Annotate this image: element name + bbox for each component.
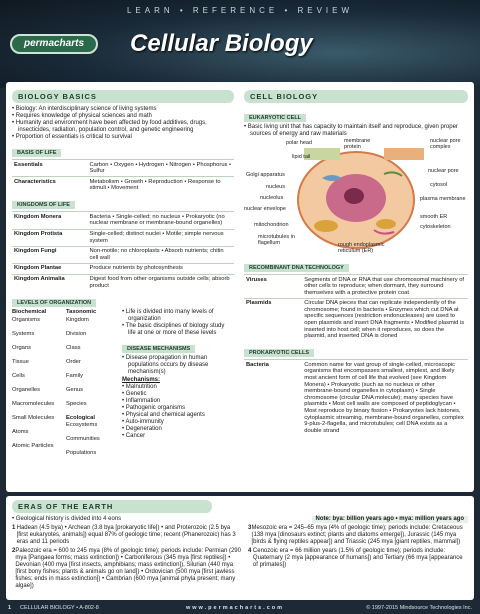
eras-left bbox=[12, 525, 242, 590]
header-banner bbox=[0, 0, 480, 88]
list-item: • The basic disciplines of biology study life at one or more of these levels bbox=[122, 323, 232, 337]
list-item: • Auto-immunity bbox=[122, 419, 232, 426]
list-item: • Geological history is divided into 4 eons bbox=[12, 516, 121, 523]
row-value: Digest food from other organisms outside cells; absorb product bbox=[87, 274, 234, 291]
list-item: • Inflammation bbox=[122, 398, 232, 405]
eukaryotic-cell-diagram bbox=[244, 138, 468, 256]
organization-notes bbox=[122, 309, 232, 337]
disease-list bbox=[122, 355, 232, 376]
row-key: Viruses bbox=[244, 275, 302, 299]
era-number: 4 bbox=[248, 548, 252, 554]
level-item: Division bbox=[66, 330, 87, 337]
label-smooth-er: smooth ER bbox=[420, 214, 448, 220]
label-nuclear-pore-complex: nuclear pore complex bbox=[430, 138, 461, 150]
level-item: Kingdom bbox=[66, 316, 89, 323]
biochemical-column bbox=[12, 309, 66, 464]
list-item: • Biology: An interdisciplinary science of living systems bbox=[12, 106, 234, 113]
kingdoms-title: KINGDOMS OF LIFE bbox=[12, 201, 75, 209]
level-item: Ecosystems bbox=[66, 421, 98, 428]
tagline: LEARN • REFERENCE • REVIEW bbox=[126, 6, 354, 15]
level-item: Organisms bbox=[12, 316, 41, 323]
level-item: Order bbox=[66, 358, 81, 365]
table-row bbox=[12, 160, 234, 177]
eras-columns bbox=[12, 525, 468, 590]
level-item: Genus bbox=[66, 386, 84, 393]
row-key: Kingdom Plantae bbox=[12, 263, 87, 274]
era-text: Hadean (4.5 bya) • Archean (3.8 bya [prokaryotic life]) • and Proterozoic (2.5 bya [first eukaryotes, animals]) equal 87% of geologic time; recent (Phanerozoic) has 3 eras and 11 periods bbox=[16, 525, 236, 545]
row-value: Non-motile; no chloroplasts • Absorb nutrients; chitin cell wall bbox=[87, 246, 234, 263]
organization-notes-col bbox=[120, 309, 232, 464]
list-item: • Pathogenic organisms bbox=[122, 405, 232, 412]
list-item: • Degeneration bbox=[122, 426, 232, 433]
page-title: Cellular Biology bbox=[130, 30, 313, 57]
table-row bbox=[244, 298, 468, 341]
row-key: Characteristics bbox=[12, 177, 87, 194]
taxonomic-column bbox=[66, 309, 120, 464]
row-key: Plasmids bbox=[244, 298, 302, 341]
era-number: 3 bbox=[248, 525, 252, 531]
table-row bbox=[12, 274, 234, 291]
row-value: Segments of DNA or RNA that use chromosomal machinery of other cells to reproduce; when dormant, they surround themselves with a protective protein coat bbox=[302, 275, 468, 299]
label-rough-er: rough endoplasmic reticulum (ER) bbox=[338, 242, 385, 254]
list-item: • Requires knowledge of physical sciences and math bbox=[12, 113, 234, 120]
row-key: Kingdom Monera bbox=[12, 212, 87, 229]
kingdoms-table bbox=[12, 211, 234, 290]
level-item: Organs bbox=[12, 344, 32, 351]
taxonomic-heading: Taxonomic bbox=[66, 308, 97, 315]
footer bbox=[0, 602, 480, 614]
level-item: Species bbox=[66, 400, 87, 407]
era-number: 1 bbox=[12, 525, 16, 531]
row-key: Bacteria bbox=[244, 360, 302, 436]
label-membrane-protein: membrane protein bbox=[344, 138, 371, 150]
eras-right bbox=[248, 525, 468, 590]
era-number: 2 bbox=[12, 548, 16, 554]
mechanisms-heading: Mechanisms: bbox=[122, 376, 161, 383]
label-cytosol: cytosol bbox=[430, 182, 448, 188]
level-item: Atoms bbox=[12, 428, 29, 435]
list-item: • Malnutrition bbox=[122, 384, 232, 391]
list-item: • Proportion of essentials is critical to survival bbox=[12, 134, 234, 141]
right-column bbox=[244, 86, 468, 436]
level-item: Family bbox=[66, 372, 84, 379]
row-value: Bacteria • Single-celled; no nucleus • Prokaryotic (no nuclear membrane or membrane-bound organelles) bbox=[87, 212, 234, 229]
organization-columns bbox=[12, 309, 120, 464]
level-item: Organelles bbox=[12, 386, 41, 393]
ecological-heading: Ecological bbox=[66, 414, 95, 421]
row-value: Circular DNA pieces that can replicate independently of the chromosome; found in bacteria • Enzymes which cut DNA at specific sequences (restriction endonucleases) are used to open plasmids and insert DNA fragments • Modified plasmid is inserted into host cell; when it reproduces, so does the plasmid, and inserted DNA is cloned bbox=[302, 298, 468, 341]
table-row bbox=[12, 246, 234, 263]
recombinant-title: RECOMBINANT DNA TECHNOLOGY bbox=[244, 264, 349, 272]
list-item: • Genetic bbox=[122, 391, 232, 398]
row-value: Metabolism • Growth • Reproduction • Response to stimuli • Movement bbox=[87, 177, 234, 194]
table-row bbox=[244, 360, 468, 436]
row-value: Carbon • Oxygen • Hydrogen • Nitrogen • Phosphorus • Sulfur bbox=[87, 160, 234, 177]
level-item: Systems bbox=[12, 330, 35, 337]
mechanisms-list bbox=[122, 384, 232, 440]
recombinant-table bbox=[244, 274, 468, 341]
basis-of-life-title: BASIS OF LIFE bbox=[12, 149, 61, 157]
list-item: • Physical and chemical agents bbox=[122, 412, 232, 419]
label-cytoskeleton: cytoskeleton bbox=[420, 224, 451, 230]
level-item: Small Molecules bbox=[12, 414, 55, 421]
footer-code: CELLULAR BIOLOGY • A-802-8 bbox=[20, 605, 99, 611]
table-row bbox=[12, 212, 234, 229]
table-row bbox=[12, 229, 234, 246]
level-item: Cells bbox=[12, 372, 25, 379]
label-mitochondrion: mitochondrion bbox=[254, 222, 289, 228]
basis-of-life-table bbox=[12, 159, 234, 193]
footer-copyright: © 1997-2015 Mindsource Technologies Inc. bbox=[366, 605, 472, 611]
list-item: • Cancer bbox=[122, 433, 232, 440]
disease-title: DISEASE MECHANISMS bbox=[122, 345, 195, 353]
label-golgi: Golgi apparatus bbox=[246, 172, 285, 178]
eras-panel bbox=[6, 496, 474, 600]
level-item: Tissue bbox=[12, 358, 29, 365]
label-nuclear-pore: nuclear pore bbox=[428, 168, 459, 174]
era-item bbox=[12, 525, 242, 546]
eukaryotic-list bbox=[244, 124, 468, 138]
row-key: Kingdom Protista bbox=[12, 229, 87, 246]
era-item bbox=[248, 548, 468, 569]
label-plasma-membrane: plasma membrane bbox=[420, 196, 466, 202]
level-item: Macromolecules bbox=[12, 400, 55, 407]
list-item: • Disease propagation in human populations occurs by disease mechanism(s) bbox=[122, 355, 232, 376]
table-row bbox=[12, 177, 234, 194]
level-item: Atomic Particles bbox=[12, 442, 54, 449]
list-item: • Basic living unit that has capacity to maintain itself and reproduce, given proper sources of energy and raw materials bbox=[244, 124, 468, 138]
row-key: Kingdom Fungi bbox=[12, 246, 87, 263]
footer-url[interactable]: www.permacharts.com bbox=[186, 605, 285, 611]
level-item: Class bbox=[66, 344, 81, 351]
label-nucleus: nucleus bbox=[266, 184, 285, 190]
prokaryotic-table bbox=[244, 359, 468, 436]
page-number: 1 bbox=[8, 605, 12, 611]
left-column bbox=[12, 86, 234, 464]
biochemical-heading: Biochemical bbox=[12, 308, 47, 315]
era-item bbox=[248, 525, 468, 546]
era-item bbox=[12, 548, 242, 590]
organization-grid bbox=[12, 309, 120, 464]
organization-title: LEVELS OF ORGANIZATION bbox=[12, 299, 96, 307]
biology-basics-title: BIOLOGY BASICS bbox=[12, 90, 234, 103]
prokaryotic-title: PROKARYOTIC CELLS bbox=[244, 349, 314, 357]
level-item: Communities bbox=[66, 435, 100, 442]
brand-logo[interactable]: permacharts bbox=[10, 34, 98, 54]
row-value: Single-celled; distinct nuclei • Motile; simple nervous system bbox=[87, 229, 234, 246]
table-row bbox=[12, 263, 234, 274]
organization-block bbox=[12, 309, 234, 464]
era-text: Paleozoic era = 600 to 245 mya (8% of geologic time); periods include: Permian (290 mya [Pangaea forms; mass extinction]) • Carboniferous (345 mya [first reptiles]) • Devonian (400 mya [first insects, amphibians; mass extinction]), Silurian (440 mya [first bony fishes; plants & animals go on land]) • Ordovician (500 mya [first jawless fishes; ends in mass extinction]) • Cambrian (600 mya [animal phyla present; many algae]) bbox=[15, 548, 241, 589]
label-microtubules: microtubules in flagellum bbox=[258, 234, 295, 246]
eras-title: ERAS OF THE EARTH bbox=[12, 500, 212, 513]
eras-note: Note: bya: billion years ago • mya: million years ago bbox=[312, 516, 468, 523]
label-polar-head: polar head bbox=[286, 140, 312, 146]
biology-basics-list bbox=[12, 106, 234, 141]
era-text: Mesozoic era = 245–65 mya (4% of geologic time); periods include: Cretaceous (138 mya [dinosaurs extinct; plants and diatoms emerge]), Jurassic (145 mya [birds & flying reptiles appear]) and Triassic (245 mya [giant reptiles, mammal]) bbox=[251, 525, 463, 545]
main-panel bbox=[6, 82, 474, 492]
cell-biology-title: CELL BIOLOGY bbox=[244, 90, 468, 103]
level-item: Populations bbox=[66, 449, 97, 456]
row-key: Kingdom Animalia bbox=[12, 274, 87, 291]
row-value: Produce nutrients by photosynthesis bbox=[87, 263, 234, 274]
label-nucleolus: nucleolus bbox=[260, 195, 284, 201]
list-item: • Humanity and environment have been affected by food additives, drugs, insecticides, radiation, population control, and genetic engineering bbox=[12, 120, 234, 134]
list-item: • Life is divided into many levels of organization bbox=[122, 309, 232, 323]
eukaryotic-title: EUKARYOTIC CELL bbox=[244, 114, 306, 122]
era-text: Cenozoic era = 66 million years (1.5% of geologic time); periods include: Quaternary (2 mya [appearance of humans]) and Tertiary (66 mya [appearance of primates]) bbox=[252, 548, 463, 568]
row-value: Common name for vast group of single-celled, microscopic organisms that encompasses smallest, simplest, and likely most ancient form of cell life that evolved (see Kingdom Monera) • Prokaryotic (such as no nucleus or other membrane-bound organelles in cytoplasm) • Single chromosome (circular DNA molecule); many species have plasmids • Most cell walls are composed of peptidoglycan • Most reproduce by binary fission • Prokaryotes lack histones, cytoplasmic streaming, membrane-bound organelles, complex 9-plus-2-flagella, and microtubules; cell DNA exists as a double strand bbox=[302, 360, 468, 436]
label-nuclear-envelope: nuclear envelope bbox=[244, 206, 286, 212]
label-lipid-tail: lipid tail bbox=[292, 154, 311, 160]
row-key: Essentials bbox=[12, 160, 87, 177]
eras-intro bbox=[12, 516, 121, 523]
table-row bbox=[244, 275, 468, 299]
